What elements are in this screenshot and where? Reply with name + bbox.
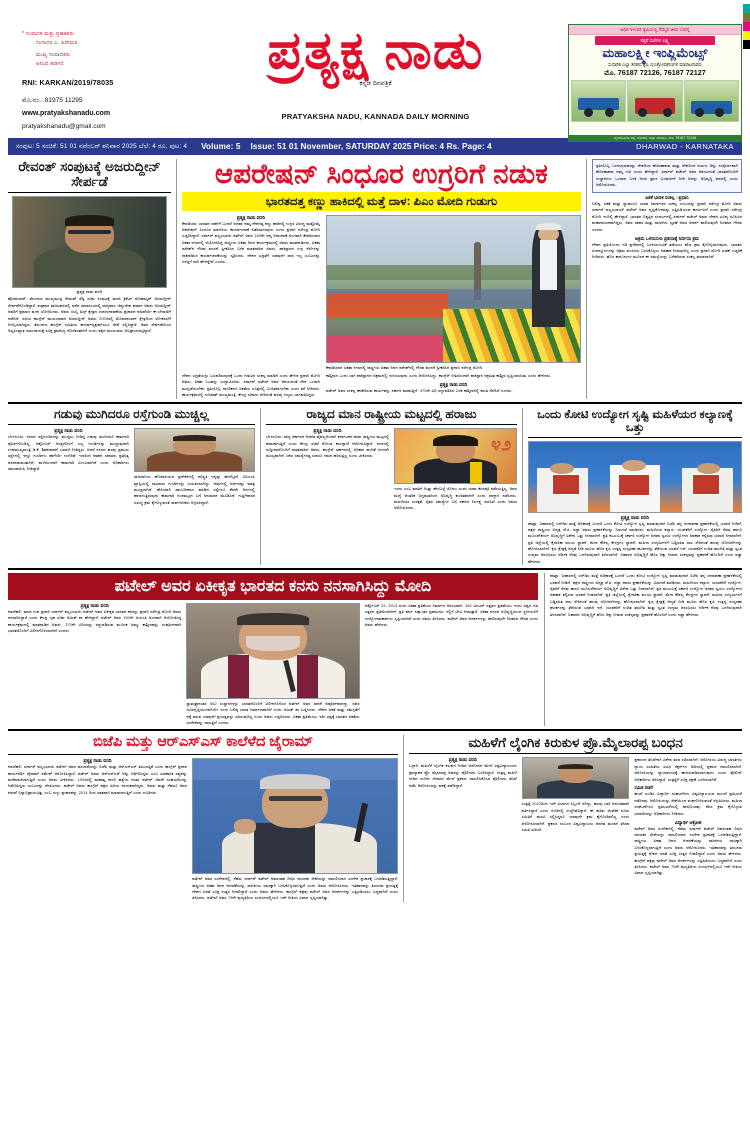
story-harassment-body1: ಬಳ್ಳಾರಿ: ಮಹಿಳೆಗೆ ಲೈಂಗಿಕ ಕಿರುಕುಳ ನೀಡಿದ ಆರೋಪದ ಮೇಲೆ ವಿಶ್ವವಿದ್ಯಾಲಯದ ಪ್ರಾಧ್ಯಾಪಕ ಪ್ರೊ. ಮೈಲಾರಪ್ಪ ಅವರನ್ನು ಪೊಲೀಸರು ಬಂಧಿಸಿದ್ದಾರೆ. ಸಂತ್ರಸ್ತ ಮಹಿಳೆ ನೀಡಿದ ದೂರಿನ ಆಧಾರದ ಮೇಲೆ ಪ್ರಕರಣ ದಾಖಲಿಸಿಕೊಂಡ ಪೊಲೀಸರು ತನಿಖೆ ನಡೆಸಿ ಆರೋಪಿಯನ್ನು ವಶಕ್ಕೆ ಪಡೆದಿದ್ದಾರೆ. <box>409 763 517 788</box>
masthead-advertisement[interactable] <box>568 22 742 140</box>
side-body-1: ಬಲಿಷ್ಠ, ಏಕತೆ ಮತ್ತು ಸ್ವಾವಲಂಬಿ ಭಾರತ ನಿರ್ಮಾಣದ ಸಂಕಲ್ಪ ಎಂಬುದನ್ನು ಪ್ರಧಾನಿ ನರೇಂದ್ರ ಮೋದಿ ಅವರು ಸರ್ದಾರ್ ವಲ್ಲಭಭಾಯ್ ಪಟೇಲ್ ಅವರ ದೃಷ್ಟಿಕೋನವನ್ನು ಎತ್ತಿಹಿಡಿಯುವ ಕಾರ್ಯವಿದೆ ಎಂದು ಪ್ರಧಾನಿ ನರೇಂದ್ರ ಮೋದಿ ಇಂದಿಲ್ಲಿ ಹೇಳಿದ್ದಾರೆ. ಭಾರತದ ಬಿಕ್ಕಟ್ಟಿನ ಸಂದರ್ಭದಲ್ಲಿ ಸರ್ದಾರ್ ಪಟೇಲ್ ಅವರು ದೇಶದ ಭವಿಷ್ಯ ರೂಪಿಸಿದ ಮಹಾನಾಯಕರಾಗಿದ್ದರು. ಅವರ ಸಾಹಸ ಮತ್ತು ಸಾಧನೆಯ ಸ್ಮರಣೆ ಅವರ ಆದರ್ಶ ಪಾಲಿಸುವುದೇ ನಿಜವಾದ ಗೌರವ ಎಂದರು. <box>592 201 742 232</box>
patel-byline: ಪ್ರತ್ಯಕ್ಷ ನಾಡು ವರದಿ <box>80 602 109 608</box>
patel-body-3: ಅಕ್ಟೋಬರ್ 31, 2013 ರಂದು ಏಕತಾ ಪ್ರತಿಮೆಯ ನಿರ್ಮಾಣ ಆರಂಭವಾಗಿ, 182 ಮೀಟರ್ ಎತ್ತರದ ಪ್ರತಿಮೆಯು ಇಂದು ವಿಶ್ವದ ಅತಿ ಎತ್ತರದ ಪ್ರತಿಮೆಯಾಗಿದೆ. ಪ್ರತಿ ವರ್ಷ ಲಕ್ಷಾಂತರ ಪ್ರವಾಸಿಗರು ಇಲ್ಲಿಗೆ ಭೇಟಿ ನೀಡುತ್ತಾರೆ. ಏಕತಾ ನಗರದ ಅಭಿವೃದ್ಧಿಯಿಂದ ಸ್ಥಳೀಯರಿಗೆ ಉದ್ಯೋಗಾವಕಾಶಗಳು ಸೃಷ್ಟಿಯಾಗಿವೆ ಎಂದು ಅವರು ತಿಳಿಸಿದರು. ಪಟೇಲ್ ಅವರ ಆದರ್ಶಗಳನ್ನು ಪಾಲಿಸುವುದೇ ನಿಜವಾದ ಗೌರವ ಎಂದು ಅವರು ಹೇಳಿದರು. <box>364 602 538 628</box>
story-roadpits-body1: ಬೆಂಗಳೂರು: ನಗರದ ರಸ್ತೆಗುಂಡಿಗಳನ್ನು ಮುಚ್ಚಲು ನೀಡಿದ್ದ ಗಡುವು ಮುಗಿದರೂ ಕಾಮಗಾರಿ ಪೂರ್ಣಗೊಂಡಿಲ್ಲ. ಅಕ್ಟೋಬರ್ ಅಂತ್ಯದೊಳಗೆ ಎಲ್ಲ ಗುಂಡಿಗಳನ್ನು ಮುಚ್ಚುವುದಾಗಿ ಉಪಮುಖ್ಯಮಂತ್ರಿ ಡಿ.ಕೆ. ಶಿವಕುಮಾರ್ ಭರವಸೆ ನೀಡಿದ್ದರು. ಆದರೆ ನಗರದ ಹಲವು ಪ್ರಮುಖ ರಸ್ತೆಗಳಲ್ಲಿ ಇನ್ನೂ ಗುಂಡಿಗಳು ಹಾಗೆಯೇ ಉಳಿದಿವೆ. ಇದರಿಂದ ವಾಹನ ಸವಾರರು ಪ್ರತಿನಿತ್ಯ ಪರದಾಡುವಂತಾಗಿದೆ. ಮಳೆಯಿಂದಾಗಿ ಕಾಮಗಾರಿ ವಿಳಂಬವಾಗಿದೆ ಎಂದು ಅಧಿಕಾರಿಗಳು ಸಮಜಾಯಿಷಿ ನೀಡಿದ್ದಾರೆ. <box>8 434 129 472</box>
story-roadpits <box>8 408 260 566</box>
volume-number: Volume: 5 <box>201 142 241 151</box>
patel-side-column <box>544 573 742 726</box>
story-harassment-sub1: ಸಮಿತಿ ರಚನೆ <box>634 785 653 791</box>
lead-left-story <box>8 159 176 399</box>
main-subheadline-band: ಭಾರತದತ್ತ ಕಣ್ಣು ಹಾಕಿದಲ್ಲಿ ಮತ್ತೆ ದಾಳ: ಪಿಎಂ ಮೋದಿ ಗುಡುಗು <box>182 192 581 210</box>
story-jairam-byline: ಪ್ರತ್ಯಕ್ಷ ನಾಡು ವರದಿ <box>83 758 112 764</box>
story-harassment-p3: ಪಟೇಲ್ ಅವರ ಸಂದೇಶದಲ್ಲಿ, ನೆಹರು ಸರ್ದಾರ್ ಪಟೇಲ್ ಅವರಂತಹ ದಿಗ್ಗಜ ನಾಯಕರ ಸೇವೆಯನ್ನು ದಾಖಲಿಯಾದ ಸಂದೇಶ ಪ್ರಚಾರಕ್ಕೆ ಒಳಪಡಿಸುತ್ತಿದ್ದಾರೆ. ರಾಷ್ಟ್ರೀಯ ಏಕತಾ ದಿನದ ಆಚರಣೆಯನ್ನು ರಾಜಕೀಯ ಲಾಭಕ್ಕಾಗಿ ಬಳಸಿಕೊಳ್ಳಲಾಗುತ್ತಿದೆ ಎಂದು ಅವರು ಆರೋಪಿಸಿದರು. ಇತಿಹಾಸವನ್ನು ತಿರುಚುವ ಪ್ರಯತ್ನಕ್ಕೆ ದೇಶದ ಜನತೆ ಸೂಕ್ತ ಉತ್ತರ ನೀಡಲಿದ್ದಾರೆ ಎಂದು ಅವರು ಹೇಳಿದರು. ಕಾಂಗ್ರೆಸ್ ಪಕ್ಷವು ಪಟೇಲ್ ಅವರ ಆದರ್ಶಗಳನ್ನು ಎತ್ತಿಹಿಡಿಯಲು ಬದ್ಧವಾಗಿದೆ ಎಂದು ತಿಳಿಸಿದರು. ಪಟೇಲ್ ಅವರ 75ನೇ ಪುಣ್ಯತಿಥಿಯ ಸಂದರ್ಭದಲ್ಲಿಯೂ ಇದೇ ರೀತಿಯ ವಿವಾದ ಸೃಷ್ಟಿಯಾಗಿತ್ತು. <box>634 825 743 876</box>
story-one-crore-jobs <box>522 408 742 566</box>
side-subhead-2: ಅಕ್ರಮ ಒಳನುಸುಳು ಪ್ರಕರಣಕ್ಕೆ ನಿರ್ದಯ ಕ್ರಮ <box>635 235 699 241</box>
main-sub-byline: ಪ್ರತ್ಯಕ್ಷ ನಾಡು ವರದಿ <box>439 381 468 387</box>
main-col-1 <box>182 215 320 371</box>
ad-box[interactable] <box>568 24 742 142</box>
story-harassment-headline[interactable]: ಮಹಿಳೆಗೆ ಲೈಂಗಿಕ ಕಿರುಕುಳ ಪ್ರೊ.ಮೈಲಾರಪ್ಪ ಬಂಧನ <box>468 735 683 751</box>
volume-kannada: ಸಂಪುಟ: 5 ಸಂಚಿಕೆ: 51 01 ನವೆಂಬರ್ ಶನಿವಾರ 2025 ಬೆಲೆ: 4 ರೂ. ಪುಟ: 4 <box>16 142 188 150</box>
story-jobs-byline: ಪ್ರತ್ಯಕ್ಷ ನಾಡು ವರದಿ <box>620 514 650 520</box>
story-state-honour-headline[interactable]: ರಾಜ್ಯದ ಮಾನ ರಾಷ್ಟ್ರೀಯ ಮಟ್ಟದಲ್ಲಿ ಹರಾಜು <box>306 406 477 421</box>
lead-left-byline: ಪ್ರತ್ಯಕ್ಷ ನಾಡು ವರದಿ <box>76 289 103 295</box>
patel-body-2: ಸ್ವಾತಂತ್ರ್ಯಾನಂತರ 562 ಸಂಸ್ಥಾನಗಳನ್ನು ಭಾರತದೊಂದಿಗೆ ವಿಲೀನಗೊಳಿಸಿದ ಪಟೇಲ್ ಅವರ ಸಾಧನೆ ಅಪೂರ್ವವಾದದ್ದು. ಅವರ ದೂರದೃಷ್ಟಿಯಿಂದಾಗಿಯೇ ಇಂದು ಬಲಿಷ್ಠ ಭಾರತ ನಿರ್ಮಾಣವಾಗಿದೆ ಎಂದು ಅಮಿತ್ ಶಾ ಬಣ್ಣಿಸಿದರು. ದೇಶದ ಏಕತೆ ಮತ್ತು ಸಮಗ್ರತೆಗೆ ಧಕ್ಕೆ ತರುವ ಯಾವುದೇ ಪ್ರಯತ್ನವನ್ನು ಸಹಿಸುವುದಿಲ್ಲ ಎಂದು ಅವರು ಎಚ್ಚರಿಸಿದರು. ಏಕತಾ ಪ್ರತಿಮೆಯು ಇಡೀ ವಿಶ್ವಕ್ಕೆ ಭಾರತದ ಏಕತೆಯ ಸಂದೇಶವನ್ನು ಸಾರುತ್ತಿದೆ ಎಂದರು. <box>186 700 360 726</box>
lead-left-headline[interactable]: ರೇವಂತ್ ಸಂಪುಟಕ್ಕೆ ಅಜರುದ್ದೀನ್ ಸೇರ್ಪಡೆ <box>18 159 161 190</box>
publisher-name: ಗಂಗಾಧರ ಎ. ಹಿರೇಮಠ <box>36 40 78 47</box>
contact-website[interactable]: www.pratyakshanadu.com <box>22 109 111 117</box>
ad-tagline: ಸುಧಾರಿತ ಎಲ್ಲಾ ತರಹದ ಕೃಷಿ ಯಂತ್ರೋಪಕರಣಗಳ ಮಾರಾಟಗಾರರು <box>608 61 702 67</box>
story-roadpits-headline[interactable]: ಗಡುವು ಮುಗಿದರೂ ರಸ್ತೆಗುಂಡಿ ಮುಚ್ಚಿಲ್ಲ <box>54 406 209 421</box>
section-two <box>8 408 742 566</box>
main-col-2 <box>182 373 320 399</box>
story-roadpits-body2: ರಾಜಧಾನಿಯ ಹೊರವಲಯದ ಪ್ರದೇಶಗಳಲ್ಲಿ ಪರಿಸ್ಥಿತಿ ಇನ್ನಷ್ಟು ಹದಗೆಟ್ಟಿದೆ. ಬಿಬಿಎಂಪಿ ವ್ಯಾಪ್ತಿಯಲ್ಲಿ ಸಾವಿರಾರು ಗುಂಡಿಗಳನ್ನು ಗುರುತಿಸಲಾಗಿದ್ದು, ಅವುಗಳಲ್ಲಿ ಅರ್ಧದಷ್ಟು ಮಾತ್ರ ಮುಚ್ಚಲಾಗಿದೆ. ಹೊಸದಾಗಿ ಡಾಂಬರೀಕರಣ ಮಾಡಿದ ರಸ್ತೆಗಳೂ ಕೆಲವೇ ದಿನಗಳಲ್ಲಿ ಹಾಳಾಗುತ್ತಿರುವುದು ಕಾಮಗಾರಿ ಗುಣಮಟ್ಟದ ಬಗ್ಗೆ ಅನುಮಾನ ಮೂಡಿಸಿದೆ. ಗುತ್ತಿಗೆದಾರರ ವಿರುದ್ಧ ಕ್ರಮ ಕೈಗೊಳ್ಳುವಂತೆ ಸಾರ್ವಜನಿಕರು ಆಗ್ರಹಿಸಿದ್ದಾರೆ. <box>134 474 255 505</box>
story-jairam-headline[interactable]: ಬಿಜೆಪಿ ಮತ್ತು ಆರ್‌ಎಸ್‌ಎಸ್ ಕಾಲೆಳೆದ ಜೈರಾಮ್ <box>93 734 313 751</box>
side-story-box-text: ಪ್ರತಿಯೊಬ್ಬ ಒಳನುಗ್ಗುವವರನ್ನು ದೇಶದಿಂದ ಹೊರಹಾಕುವ ಮತ್ತು ದೇಶದಿಂದ ನುಸುಳು ಅನ್ನು ಸಂಪೂರ್ಣವಾಗಿ ಹೊರಹಾಕುವ ನಮ್ಮ ಗುರಿ ಎಂದು ಹೇಳಿದ್ದಾರೆ. ಸರ್ದಾರ್ ಪಟೇಲ್ ಅವರ ಆಶಯದಂತೆ ಭಾರತದೊಂದಿಗೆ ಸಂಸ್ಥಾನಗಳು ಒಂದಾದ ಬಳಿಕ ಅದರ ಪ್ರಾಣ ಬಲವರ್ಧನೆ ನೀಡಿ ಅದನ್ನು ಅಭಿವೃದ್ಧಿ ಪಥದಲ್ಲಿ ಎಂದು ಆರೋಪಿಸಿದರು. <box>596 163 738 188</box>
chief-editor-name: ಆನಂದ ಹಡಗಲಿ <box>36 61 65 68</box>
side-subhead-1: ಏಕತೆ ಭಾರತ ಸಂಕಲ್ಪ : ಪ್ರಧಾನಿ <box>645 195 689 201</box>
main-body-col1: ಕೇವಡಿಯಾ: ಭಾರತದ ಸಹನೆಗೆ ಬಂದರೆ ಅಥವಾ ನಮ್ಮ ದೇಶದತ್ತ ಕಣ್ಣು ಹಾಕಿದಲ್ಲಿ ಉಗ್ರರ ವಿರುದ್ಧ ಮತ್ತೊಮ್ಮೆ ಆಪರೇಷನ್ ಸಿಂಧೂರ ಮಾದರಿಯ ಕಾರ್ಯಾಚರಣೆ ನಡೆಸಲಾಗುವುದು ಎಂದು ಪ್ರಧಾನಿ ನರೇಂದ್ರ ಮೋದಿ ಎಚ್ಚರಿಸಿದ್ದಾರೆ. ಸರ್ದಾರ್ ವಲ್ಲಭಭಾಯಿ ಪಟೇಲ್ ಅವರ 150ನೇ ಜನ್ಮ ದಿನಾಚರಣೆ ಅಂಗವಾಗಿ ಕೇವಡಿಯಾದ ಏಕತಾ ನಗರದಲ್ಲಿ ಆಯೋಜಿಸಿದ್ದ ರಾಷ್ಟ್ರೀಯ ಏಕತಾ ದಿನದ ಕಾರ್ಯಕ್ರಮದಲ್ಲಿ ಅವರು ಮಾತನಾಡಿದರು. ಏಕತಾ ಪರೇಡ್‌ನ ಗೌರವ ವಂದನೆ ಸ್ವೀಕರಿಸಿದ ಬಳಿಕ ಮಾತನಾಡಿದ ಅವರು, ಪಾಕಿಸ್ತಾನದ ಉಗ್ರ ನೆಲೆಗಳನ್ನು ನಾಶಪಡಿಸಿದ ಕಾರ್ಯಾಚರಣೆಯನ್ನು ಸ್ಮರಿಸಿದರು. ದೇಶದ ಭದ್ರತೆಗೆ ಯಾವುದೇ ರಾಜಿ ಇಲ್ಲ ಎಂಬುದನ್ನು ಜಗತ್ತಿಗೆ ಸಾರಿ ಹೇಳಿದ್ದೇವೆ ಎಂದರು. <box>182 220 320 264</box>
top-section <box>8 159 742 399</box>
story-jairam <box>8 735 403 901</box>
story-harassment-byline: ಪ್ರತ್ಯಕ್ಷ ನಾಡು ವರದಿ <box>448 757 477 763</box>
story-harassment-sub2: ವಿದ್ಯಾರ್ಥಿ ಆಕ್ರೋಶ <box>674 819 702 825</box>
main-col-3 <box>326 373 581 399</box>
story-roadpits-byline: ಪ್ರತ್ಯಕ್ಷ ನಾಡು ವರದಿ <box>54 428 83 434</box>
ad-ribbon: ಸಕ್ಕರೆ ರಜೆಗಳ ಲಕ್ಷ್ಮಿ <box>595 36 715 45</box>
patel-section <box>8 573 742 726</box>
story-harassment-body2: ಸಂತ್ರಸ್ತೆ 2022ರಿಂದ ಇದೇ ವಿಭಾಗದ ಸಿಬ್ಬಂದಿ ಆಗಿದ್ದು, ಹಲವು ಬಾರಿ ಅನುಚಿತವಾಗಿ ವರ್ತಿಸಿದ್ದಾರೆ ಎಂದು ದೂರಿನಲ್ಲಿ ಉಲ್ಲೇಖಿಸಿದ್ದಾರೆ. ಈ ಕುರಿತು ಆಂತರಿಕ ದೂರು ಸಮಿತಿಗೆ ಮನವಿ ಸಲ್ಲಿಸಿದ್ದರೂ ಯಾವುದೇ ಕ್ರಮ ಕೈಗೊಂಡಿರಲಿಲ್ಲ ಎಂದು ಆರೋಪಿಸಲಾಗಿದೆ. ಪ್ರಕರಣ ಸಂಬಂಧ ವಿಶ್ವವಿದ್ಯಾಲಯ ಆಡಳಿತ ಮಂಡಳಿ ತನಿಖಾ ಸಮಿತಿ ರಚಿಸಿದೆ. <box>521 801 630 832</box>
side-story <box>586 159 742 399</box>
story-state-honour-byline: ಪ್ರತ್ಯಕ್ಷ ನಾಡು ವರದಿ <box>313 428 342 434</box>
story-harassment <box>403 735 742 901</box>
main-headline[interactable]: ಆಪರೇಷನ್ ಸಿಂಧೂರ ಉಗ್ರರಿಗೆ ನಡುಕ <box>214 158 549 189</box>
patel-body-1: ನವದೆಹಲಿ: ಮಾಜಿ ಉಪ ಪ್ರಧಾನಿ ಸರ್ದಾರ್ ವಲ್ಲಭಭಾಯಿ ಪಟೇಲ್ ಅವರ ಏಕೀಕೃತ ಭಾರತದ ಕನಸನ್ನು ಪ್ರಧಾನಿ ನರೇಂದ್ರ ಮೋದಿ ಅವರು ನನಸಾಗಿಸಿದ್ದಾರೆ ಎಂದು ಕೇಂದ್ರ ಗೃಹ ಸಚಿವ ಅಮಿತ್ ಶಾ ಹೇಳಿದ್ದಾರೆ. ಪಟೇಲ್ ಅವರ 150ನೇ ಜಯಂತಿ ಅಂಗವಾಗಿ ಆಯೋಜಿಸಿದ್ದ ಕಾರ್ಯಕ್ರಮದಲ್ಲಿ ಮಾತನಾಡಿದ ಅವರು, 370ನೇ ವಿಧಿಯನ್ನು ರದ್ದುಪಡಿಸುವ ಮೂಲಕ ಜಮ್ಮು ಕಾಶ್ಮೀರವನ್ನು ಸಂಪೂರ್ಣವಾಗಿ ಭಾರತದೊಂದಿಗೆ ವಿಲೀನಗೊಳಿಸಲಾಗಿದೆ ಎಂದರು. <box>8 608 182 634</box>
story-jairam-body2: ಪಟೇಲ್ ಅವರ ಸಂದೇಶದಲ್ಲಿ, ನೆಹರು ಸರ್ದಾರ್ ಪಟೇಲ್ ಅವರಂತಹ ದಿಗ್ಗಜ ನಾಯಕರ ಸೇವೆಯನ್ನು ದಾಖಲಿಯಾದ ಸಂದೇಶ ಪ್ರಚಾರಕ್ಕೆ ಒಳಪಡಿಸುತ್ತಿದ್ದಾರೆ. ರಾಷ್ಟ್ರೀಯ ಏಕತಾ ದಿನದ ಆಚರಣೆಯನ್ನು ರಾಜಕೀಯ ಲಾಭಕ್ಕಾಗಿ ಬಳಸಿಕೊಳ್ಳಲಾಗುತ್ತಿದೆ ಎಂದು ಅವರು ಆರೋಪಿಸಿದರು. ಇತಿಹಾಸವನ್ನು ತಿರುಚುವ ಪ್ರಯತ್ನಕ್ಕೆ ದೇಶದ ಜನತೆ ಸೂಕ್ತ ಉತ್ತರ ನೀಡಲಿದ್ದಾರೆ ಎಂದು ಅವರು ಹೇಳಿದರು. ಕಾಂಗ್ರೆಸ್ ಪಕ್ಷವು ಪಟೇಲ್ ಅವರ ಆದರ್ಶಗಳನ್ನು ಎತ್ತಿಹಿಡಿಯಲು ಬದ್ಧವಾಗಿದೆ ಎಂದು ತಿಳಿಸಿದರು. ಪಟೇಲ್ ಅವರ 75ನೇ ಪುಣ್ಯತಿಥಿಯ ಸಂದರ್ಭದಲ್ಲಿಯೂ ಇದೇ ರೀತಿಯ ವಿವಾದ ಸೃಷ್ಟಿಯಾಗಿತ್ತು. <box>192 876 398 901</box>
contact-block <box>22 95 183 132</box>
ad-company-name: ಮಹಾಲಕ್ಷ್ಮೀ ಇಂಪ್ಲಿಮೆಂಟ್ಸ್ <box>602 46 708 60</box>
story-harassment-p2: ಘಟನೆ ಖಂಡಿಸಿ ವಿದ್ಯಾರ್ಥಿ ಸಂಘಟನೆಗಳು ವಿಶ್ವವಿದ್ಯಾಲಯದ ಮುಂದೆ ಪ್ರತಿಭಟನೆ ನಡೆಸಿದವು. ಆರೋಪಿಯನ್ನು ಸೇವೆಯಿಂದ ವಜಾಗೊಳಿಸುವಂತೆ ಆಗ್ರಹಿಸಿದರು. ಮಹಿಳಾ ಸಂಘಟನೆಗಳೂ ಪ್ರತಿಭಟನೆಯಲ್ಲಿ ಪಾಲ್ಗೊಂಡವು. ಕಠಿಣ ಕ್ರಮ ಕೈಗೊಳ್ಳುವ ಭರವಸೆಯನ್ನು ಅಧಿಕಾರಿಗಳು ನೀಡಿದರು. <box>634 791 743 816</box>
tagline-english: PRATYAKSHA NADU, KANNADA DAILY MORNING <box>281 112 470 122</box>
main-photo-block <box>326 215 581 371</box>
story-state-honour <box>260 408 522 566</box>
main-story <box>176 159 586 399</box>
ad-footer-address: ಬೈಲಹೊಂಗಲ ರಸ್ತೆ, ಗೋಕಾಕ, ಜಿಲ್ಲಾ ಬೆಳಗಾವಿ. ಮೊ: 76187 72126 <box>569 135 741 141</box>
amit-shah-photo <box>186 603 359 699</box>
masthead <box>8 6 742 140</box>
story-harassment-p1: ಪ್ರಕರಣದ ತನಿಖೆಗಾಗಿ ವಿಶೇಷ ತಂಡ ರಚಿಸಲಾಗಿದೆ. ಆರೋಪಿಯ ವಿರುದ್ಧ ಭಾರತೀಯ ನ್ಯಾಯ ಸಂಹಿತೆಯ ವಿವಿಧ ಸೆಕ್ಷನ್‌ಗಳ ಅಡಿಯಲ್ಲಿ ಪ್ರಕರಣ ದಾಖಲಿಸಲಾಗಿದೆ. ಆರೋಪಿಯನ್ನು ನ್ಯಾಯಾಲಯಕ್ಕೆ ಹಾಜರುಪಡಿಸಲಾಗುವುದು ಎಂದು ಪೊಲೀಸ್ ಅಧಿಕಾರಿಗಳು ತಿಳಿಸಿದ್ದಾರೆ. ಸಂತ್ರಸ್ತೆಗೆ ಸೂಕ್ತ ರಕ್ಷಣೆ ಒದಗಿಸಲಾಗಿದೆ. <box>634 757 743 782</box>
main-body-col3a: ಕಾಶ್ಮೀರದ ಒಂದು ಭಾಗ ಪಾಕಿಸ್ತಾನದ ಅಕ್ರಮದಲ್ಲಿ ಉಳಿಯುವುದು ಎಂದು ಆರೋಪಿಸಿದ್ದು, ಕಾಂಗ್ರೆಸ್ ನೀತಿಯಿಂದಾಗಿ ಪಾಕಿಸ್ತಾನ ಆಕ್ರಮಿತ ಕಾಶ್ಮೀರ ಸೃಷ್ಟಿಯಾಯಿತು ಎಂದು ಹೇಳಿದರು. <box>326 372 552 378</box>
ad-photo-rotavator <box>627 80 682 122</box>
story-jobs-headline[interactable]: ಒಂದು ಕೋಟಿ ಉದ್ಯೋಗ ಸೃಷ್ಟಿ ಮಹಿಳೆಯರ ಕಲ್ಯಾಣಕ್ಕೆ ಒತ್ತು <box>537 407 733 434</box>
bottom-section <box>8 735 742 901</box>
publisher-label: * ಸಂಪಾದಕ ಮತ್ತು ಪ್ರಕಾಶಕರು <box>22 31 75 37</box>
story-state-honour-body2: ಇಂದು ಎಂಬ ಮಾತಿಗೆ ನಿಂತ್ತು ಹೇಳಬಲ್ಲೆ ಸೋಲು ಎಂದು ಯಾವ ಕೆಲಸವೂ ನಡೆಯುತ್ತಿಲ್ಲ. ಅವರ ಮಧ್ಯೆ ಆಂತರಿಕ ಭಿನ್ನಮತದಿಂದ ಅಭಿವೃದ್ಧಿ ಕುಂಠಿತವಾಗಿದೆ ಎಂದು ವಾಗ್ದಾಳಿ ನಡೆಸಿದರು. ಮಹಿಳೆಯರ ಸುರಕ್ಷತೆ, ರೈತರ ಸಮಸ್ಯೆಗಳ ಬಗ್ಗೆ ಸರ್ಕಾರ ನಿರ್ಲಕ್ಷ್ಯ ವಹಿಸಿದೆ ಎಂದು ಅವರು ಆರೋಪಿಸಿದರು. <box>394 486 517 511</box>
rni-number: RNI: KARKAN/2019/78035 <box>22 78 114 88</box>
ad-phone: ಮೊ. 76187 72126, 76187 72127 <box>604 67 706 77</box>
contact-email[interactable]: pratyakshanadu@gmail.com <box>22 122 106 130</box>
ad-product-photos <box>569 80 741 122</box>
masthead-center <box>183 22 568 134</box>
edition-place: DHARWAD - KARNATAKA <box>635 142 734 151</box>
story-state-honour-body1: ಬೆಂಗಳೂರು: ರಾಜ್ಯ ಸರ್ಕಾರದ ಆಡಳಿತ ವೈಫಲ್ಯದಿಂದಾಗಿ ಕರ್ನಾಟಕದ ಮಾನ ರಾಷ್ಟ್ರೀಯ ಮಟ್ಟದಲ್ಲಿ ಹರಾಜಾಗುತ್ತಿದೆ ಎಂದು ಕೇಂದ್ರ ಸಚಿವೆ ಶೋಭಾ ಕರಂದ್ಲಾಜೆ ಆರೋಪಿಸಿದ್ದಾರೆ. ನಗರದಲ್ಲಿ ಸುದ್ದಿಗಾರರೊಂದಿಗೆ ಮಾತನಾಡಿದ ಅವರು, ಕಾಂಗ್ರೆಸ್ ಸರ್ಕಾರದಲ್ಲಿ ಅಧಿಕಾರ ಹಂಚಿಕೆ ಜಗಳವೇ ಮುಖ್ಯವಾಗಿದೆ. ಜನರ ಸಮಸ್ಯೆಗಳತ್ತ ಯಾರೂ ಗಮನ ಹರಿಸುತ್ತಿಲ್ಲ ಎಂದು ಟೀಕಿಸಿದರು. <box>266 434 389 459</box>
tagline-kannada: ಕನ್ನಡ ದಿನಪತ್ರಿಕೆ <box>359 80 392 88</box>
side-body-2: ದೇಶದ ಪ್ರತಿಯೊಂದು ಗಡಿ ಪ್ರದೇಶದಲ್ಲಿ ಒಳನುಸುಳುವಿಕೆ ತಡೆಯಲು ಕಠಿಣ ಕ್ರಮ ಕೈಗೊಳ್ಳಲಾಗುವುದು. ಭಾರತದ ಸಂಪನ್ಮೂಲಗಳನ್ನು ಅಕ್ರಮ ವಲಸಿಗರು ಬಳಸಿಕೊಳ್ಳಲು ಅವಕಾಶ ನೀಡುವುದಿಲ್ಲ ಎಂದು ಪ್ರಧಾನಿ ಮೋದಿ ಖಡಕ್ ಎಚ್ಚರಿಕೆ ನೀಡಿದರು. ಹೊಸ ಕಾನೂನುಗಳ ಮೂಲಕ ಈ ಸಮಸ್ಯೆಯನ್ನು ಬಗೆಹರಿಸುವ ಸಂಕಲ್ಪ ಮಾಡಲಾಗಿದೆ. <box>592 241 742 260</box>
lead-left-body: ಹೈದರಾಬಾದ್: ತೆಲಂಗಾಣ ಮುಖ್ಯಮಂತ್ರಿ ರೇವಂತ್ ರೆಡ್ಡಿ ಸಚಿವ ಸಂಪುಟಕ್ಕೆ ಮಾಜಿ ಕ್ರಿಕೆಟಿಗ ಮೊಹಮ್ಮದ್ ಅಜರುದ್ದೀನ್ ಸೇರ್ಪಡೆಗೊಂಡಿದ್ದಾರೆ. ಶುಕ್ರವಾರ ರಾಜಭವನದಲ್ಲಿ ನಡೆದ ಸಮಾರಂಭದಲ್ಲಿ ರಾಜ್ಯಪಾಲ ಜಿಷ್ಣುದೇವ ವರ್ಮಾ ಅವರು ಅಜರುದ್ದೀನ್ ಅವರಿಗೆ ಪ್ರಮಾಣ ವಚನ ಬೋಧಿಸಿದರು. ಅವರು ಜುಬ್ಲಿ ಹಿಲ್ಸ್ ಕ್ಷೇತ್ರದ ಉಪಚುನಾವಣೆಯ ಪ್ರಚಾರದ ನಡುವೆಯೇ ಈ ಬೆಳವಣಿಗೆ ನಡೆದಿದೆ. ಹಿರಿಯ ಕಾಂಗ್ರೆಸ್ ಮುಖಂಡರಾದ ಅಜರುದ್ದೀನ್ ಅವರು 2009ರಲ್ಲಿ ಮೊರಾದಾಬಾದ್ ಕ್ಷೇತ್ರದಿಂದ ಲೋಕಸಭೆಗೆ ಆಯ್ಕೆಯಾಗಿದ್ದರು. ತೆಲಂಗಾಣ ಕಾಂಗ್ರೆಸ್ ಸಮಿತಿಯ ಕಾರ್ಯಾಧ್ಯಕ್ಷರಾಗಿಯೂ ಸೇವೆ ಸಲ್ಲಿಸಿದ್ದಾರೆ. ಅವರ ಸೇರ್ಪಡೆಯಿಂದ ಅಲ್ಪಸಂಖ್ಯಾತ ಸಮುದಾಯಕ್ಕೆ ಸೂಕ್ತ ಪ್ರಾತಿನಿಧ್ಯ ದೊರೆತಂತಾಗಿದೆ ಎಂದು ಪಕ್ಷದ ಮುಖಂಡರು ಅಭಿಪ್ರಾಯಪಟ್ಟಿದ್ದಾರೆ. <box>8 296 171 334</box>
ad-photo-plough <box>571 80 626 122</box>
professor-mylarappa-photo <box>522 757 630 799</box>
main-byline: ಪ್ರತ್ಯಕ್ಷ ನಾಡು ವರದಿ <box>236 214 266 220</box>
newspaper-title: ಪ್ರತ್ಯಕ್ಷ ನಾಡು <box>267 22 484 80</box>
ad-top-line: ಅಧಿಕ ಇಳುವರಿ ಕೃಷಿಯಲ್ಲಿ ನೆಮ್ಮದಿ ಜೀವ ಸಂಪನ್ನ <box>569 25 741 35</box>
azharuddin-photo <box>12 196 167 288</box>
main-photo-caption: ಕೇವಡಿಯಾದ ಏಕತಾ ನಗರದಲ್ಲಿ ರಾಷ್ಟ್ರೀಯ ಏಕತಾ ದಿನದ ಪರೇಡ್‌ನಲ್ಲಿ ಗೌರವ ವಂದನೆ ಸ್ವೀಕರಿಸಿದ ಪ್ರಧಾನಿ ನರೇಂದ್ರ ಮೋದಿ. <box>326 364 484 370</box>
registration-color-bar <box>743 4 750 49</box>
chief-editor-label: ಮುಖ್ಯ ಸಂಪಾದಕರು <box>36 52 71 59</box>
shobha-karandlaje-photo: ೪೨ <box>394 428 517 484</box>
bjp-manifesto-release-photo <box>528 441 742 513</box>
patel-story <box>8 573 538 726</box>
issue-date: Issue: 51 01 November, SATURDAY 2025 Price: 4 Rs. Page: 4 <box>250 142 492 151</box>
ad-photo-trailer <box>684 80 739 122</box>
side-story-boxed <box>592 159 742 193</box>
story-jairam-body1: ನವದೆಹಲಿ: ಸರ್ದಾರ್ ವಲ್ಲಭಭಾಯಿ ಪಟೇಲ್ ಅವರ ಪರಂಪರೆಯನ್ನು ಬಿಜೆಪಿ ಮತ್ತು ಆರ್‌ಎಸ್‌ಎಸ್ ತಿರುಚುತ್ತಿವೆ ಎಂದು ಕಾಂಗ್ರೆಸ್ ಪ್ರಧಾನ ಕಾರ್ಯದರ್ಶಿ ಜೈರಾಮ್ ರಮೇಶ್ ಆರೋಪಿಸಿದ್ದಾರೆ. ಪಟೇಲ್ ಅವರು ಆರ್‌ಎಸ್‌ಎಸ್ ಅನ್ನು ನಿಷೇಧಿಸಿದ್ದರು ಎಂಬ ಐತಿಹಾಸಿಕ ಸತ್ಯವನ್ನು ಮರೆಮಾಚಲಾಗುತ್ತಿದೆ ಎಂದು ಅವರು ಟೀಕಿಸಿದರು. 1948ರಲ್ಲಿ ಮಹಾತ್ಮ ಗಾಂಧಿ ಹತ್ಯೆಯ ನಂತರ ಪಟೇಲ್ ಅವರೇ ಸಂಘಟನೆಯನ್ನು ನಿಷೇಧಿಸಿದ್ದರು ಎಂಬುದನ್ನು ನೆನಪಿಸಿದರು. ಪಟೇಲ್ ಅವರು ಕಾಂಗ್ರೆಸ್ ಪಕ್ಷದ ಹಿರಿಯ ನಾಯಕರಾಗಿದ್ದರು. ಅವರು ಮತ್ತು ನೆಹರೂ ಅವರ ನಡುವೆ ಭಿನ್ನಾಭಿಪ್ರಾಯವಿತ್ತು ಎಂಬ ಸುಳ್ಳು ಪ್ರಚಾರವನ್ನು 2014 ರಿಂದ ಸತತವಾಗಿ ಮಾಡಲಾಗುತ್ತಿದೆ ಎಂದು ದೂರಿದರು. <box>8 764 188 795</box>
jairam-ramesh-photo <box>192 758 398 874</box>
editor-info <box>22 30 183 69</box>
main-body-col3b: ಪಟೇಲ್ ಅವರ ಸಂಕಲ್ಪ ಈಡೇರಿಸುವ ಕಾರ್ಯವನ್ನು ಸರ್ಕಾರ ಮಾಡುತ್ತಿದೆ. 370ನೇ ವಿಧಿ ರದ್ದುಪಡಿಸಿದ ಬಳಿಕ ಕಾಶ್ಮೀರದಲ್ಲಿ ಶಾಂತಿ ನೆಲೆಸಿದೆ ಎಂದರು. <box>326 387 513 393</box>
contact-phone: ಮೊ.ನಂ.: 81975 11295 <box>22 97 83 105</box>
masthead-left-info <box>8 22 183 134</box>
dk-shivakumar-photo <box>134 428 255 472</box>
story-jobs-body: ಪಾಟ್ನಾ: ಬಿಹಾರದಲ್ಲಿ ಎನ್‌ಡಿಎ ಮತ್ತೆ ಅಧಿಕಾರಕ್ಕೆ ಬಂದರೆ ಒಂದು ಕೋಟಿ ಉದ್ಯೋಗ ಸೃಷ್ಟಿ ಮಾಡುವುದಾಗಿ ಬಿಜೆಪಿ ತನ್ನ ಚುನಾವಣಾ ಪ್ರಣಾಳಿಕೆಯಲ್ಲಿ ಭರವಸೆ ನೀಡಿದೆ. ಪಕ್ಷದ ರಾಷ್ಟ್ರೀಯ ಅಧ್ಯಕ್ಷ ಜೆ.ಪಿ. ನಡ್ಡಾ ಅವರು ಪ್ರಣಾಳಿಕೆಯನ್ನು ಬಿಡುಗಡೆ ಮಾಡಿದರು. ಮಹಿಳೆಯರ ಕಲ್ಯಾಣ, ಯುವಕರಿಗೆ ಉದ್ಯೋಗ, ರೈತರಿಗೆ ನೆರವು ಹಾಗೂ ಮೂಲಸೌಕರ್ಯ ಅಭಿವೃದ್ಧಿಗೆ ವಿಶೇಷ ಒತ್ತು ನೀಡಲಾಗಿದೆ. ಪ್ರತಿ ಕುಟುಂಬಕ್ಕೆ ಸರ್ಕಾರಿ ಉದ್ಯೋಗ ಅಥವಾ ಸ್ವಯಂ ಉದ್ಯೋಗದ ಅವಕಾಶ ಕಲ್ಪಿಸುವ ಭರವಸೆ ನೀಡಲಾಗಿದೆ. ಪ್ರತಿ ಜಿಲ್ಲೆಯಲ್ಲಿ ಕೈಗಾರಿಕಾ ವಲಯ ಸ್ಥಾಪನೆ, ಮೆಗಾ ಕೌಶಲ್ಯ ಕೇಂದ್ರಗಳ ಸ್ಥಾಪನೆ, ಮಹಿಳಾ ಉದ್ಯಮಿಗಳಿಗೆ ಬಡ್ಡಿರಹಿತ ಸಾಲ ಸೇರಿದಂತೆ ಹಲವು ಯೋಜನೆಗಳನ್ನು ಘೋಷಿಸಲಾಗಿದೆ. ಕೃಷಿ ಕ್ಷೇತ್ರಕ್ಕೆ ಆದ್ಯತೆ ನೀಡಿ ಮೂರು ಹೊಸ ಕೃಷಿ ಉತ್ಪನ್ನ ಸಂಸ್ಕರಣಾ ಘಟಕಗಳನ್ನು ತೆರೆಯುವ ಭರವಸೆ ಇದೆ. ಯುವಕರಿಗೆ ಉಚಿತ ತರಬೇತಿ ಮತ್ತು ಸ್ವಂತ ಉದ್ಯಮ ಆರಂಭಿಸಲು ಆರ್ಥಿಕ ನೆರವು ಒದಗಿಸುವುದಾಗಿ ತಿಳಿಸಲಾಗಿದೆ. ಬಿಹಾರದ ಅಭಿವೃದ್ಧಿಗೆ ಹೊಸ ದಿಕ್ಕು ನೀಡುವ ಸಂಕಲ್ಪವನ್ನು ಪ್ರಣಾಳಿಕೆ ಹೊಂದಿದೆ ಎಂದು ನಡ್ಡಾ ಹೇಳಿದರು. <box>528 520 742 564</box>
patel-headline[interactable]: ಪಟೇಲ್ ಅವರ ಏಕೀಕೃತ ಭಾರತದ ಕನಸು ನನಸಾಗಿಸಿದ್ದು ಮೋದಿ <box>8 573 538 600</box>
modi-statue-of-unity-photo <box>326 215 581 363</box>
main-body-col2: ದೇಶದ ಭದ್ರತೆಯನ್ನು ಬಲಪಡಿಸುವುದಕ್ಕೆ ಒಂದು ಗಡುವಿನ ಸಂಕಲ್ಪ ಮಾಡಿದೆ ಎಂದು ಹೇಳಿದ ಪ್ರಧಾನಿ ಮೋದಿ ಅವರು, ಏಕತಾ ಓಟವನ್ನು ಉದ್ಘಾಟಿಸಿದರು. ಸರ್ದಾರ್ ಪಟೇಲ್ ಅವರ ಆಶಯದಂತೆ ದೇಶ ಒಂದಾಗಿ ಮುನ್ನಡೆಯಬೇಕು, ಪ್ರತಿಯೊಬ್ಬ ನಾಗರಿಕನೂ ಏಕತೆಯ ಸೂತ್ರದಲ್ಲಿ ಬಂಧಿತನಾಗಬೇಕು ಎಂದು ಕರೆ ನೀಡಿದರು. ಕಾರ್ಯಕ್ರಮದಲ್ಲಿ ಗುಜರಾತ್ ಮುಖ್ಯಮಂತ್ರಿ, ಕೇಂದ್ರ ಸಚಿವರು ಸೇರಿದಂತೆ ಹಲವು ಗಣ್ಯರು ಭಾಗವಹಿಸಿದ್ದರು. <box>182 372 320 398</box>
patel-side-body: ಪಾಟ್ನಾ: ಬಿಹಾರದಲ್ಲಿ ಎನ್‌ಡಿಎ ಮತ್ತೆ ಅಧಿಕಾರಕ್ಕೆ ಬಂದರೆ ಒಂದು ಕೋಟಿ ಉದ್ಯೋಗ ಸೃಷ್ಟಿ ಮಾಡುವುದಾಗಿ ಬಿಜೆಪಿ ತನ್ನ ಚುನಾವಣಾ ಪ್ರಣಾಳಿಕೆಯಲ್ಲಿ ಭರವಸೆ ನೀಡಿದೆ. ಪಕ್ಷದ ರಾಷ್ಟ್ರೀಯ ಅಧ್ಯಕ್ಷ ಜೆ.ಪಿ. ನಡ್ಡಾ ಅವರು ಪ್ರಣಾಳಿಕೆಯನ್ನು ಬಿಡುಗಡೆ ಮಾಡಿದರು. ಮಹಿಳೆಯರ ಕಲ್ಯಾಣ, ಯುವಕರಿಗೆ ಉದ್ಯೋಗ, ರೈತರಿಗೆ ನೆರವು ಹಾಗೂ ಮೂಲಸೌಕರ್ಯ ಅಭಿವೃದ್ಧಿಗೆ ವಿಶೇಷ ಒತ್ತು ನೀಡಲಾಗಿದೆ. ಪ್ರತಿ ಕುಟುಂಬಕ್ಕೆ ಸರ್ಕಾರಿ ಉದ್ಯೋಗ ಅಥವಾ ಸ್ವಯಂ ಉದ್ಯೋಗದ ಅವಕಾಶ ಕಲ್ಪಿಸುವ ಭರವಸೆ ನೀಡಲಾಗಿದೆ. ಪ್ರತಿ ಜಿಲ್ಲೆಯಲ್ಲಿ ಕೈಗಾರಿಕಾ ವಲಯ ಸ್ಥಾಪನೆ, ಮೆಗಾ ಕೌಶಲ್ಯ ಕೇಂದ್ರಗಳ ಸ್ಥಾಪನೆ, ಮಹಿಳಾ ಉದ್ಯಮಿಗಳಿಗೆ ಬಡ್ಡಿರಹಿತ ಸಾಲ ಸೇರಿದಂತೆ ಹಲವು ಯೋಜನೆಗಳನ್ನು ಘೋಷಿಸಲಾಗಿದೆ. ಕೃಷಿ ಕ್ಷೇತ್ರಕ್ಕೆ ಆದ್ಯತೆ ನೀಡಿ ಮೂರು ಹೊಸ ಕೃಷಿ ಉತ್ಪನ್ನ ಸಂಸ್ಕರಣಾ ಘಟಕಗಳನ್ನು ತೆರೆಯುವ ಭರವಸೆ ಇದೆ. ಯುವಕರಿಗೆ ಉಚಿತ ತರಬೇತಿ ಮತ್ತು ಸ್ವಂತ ಉದ್ಯಮ ಆರಂಭಿಸಲು ಆರ್ಥಿಕ ನೆರವು ಒದಗಿಸುವುದಾಗಿ ತಿಳಿಸಲಾಗಿದೆ. ಬಿಹಾರದ ಅಭಿವೃದ್ಧಿಗೆ ಹೊಸ ದಿಕ್ಕು ನೀಡುವ ಸಂಕಲ್ಪವನ್ನು ಪ್ರಣಾಳಿಕೆ ಹೊಂದಿದೆ ಎಂದು ನಡ್ಡಾ ಹೇಳಿದರು. <box>550 573 742 617</box>
